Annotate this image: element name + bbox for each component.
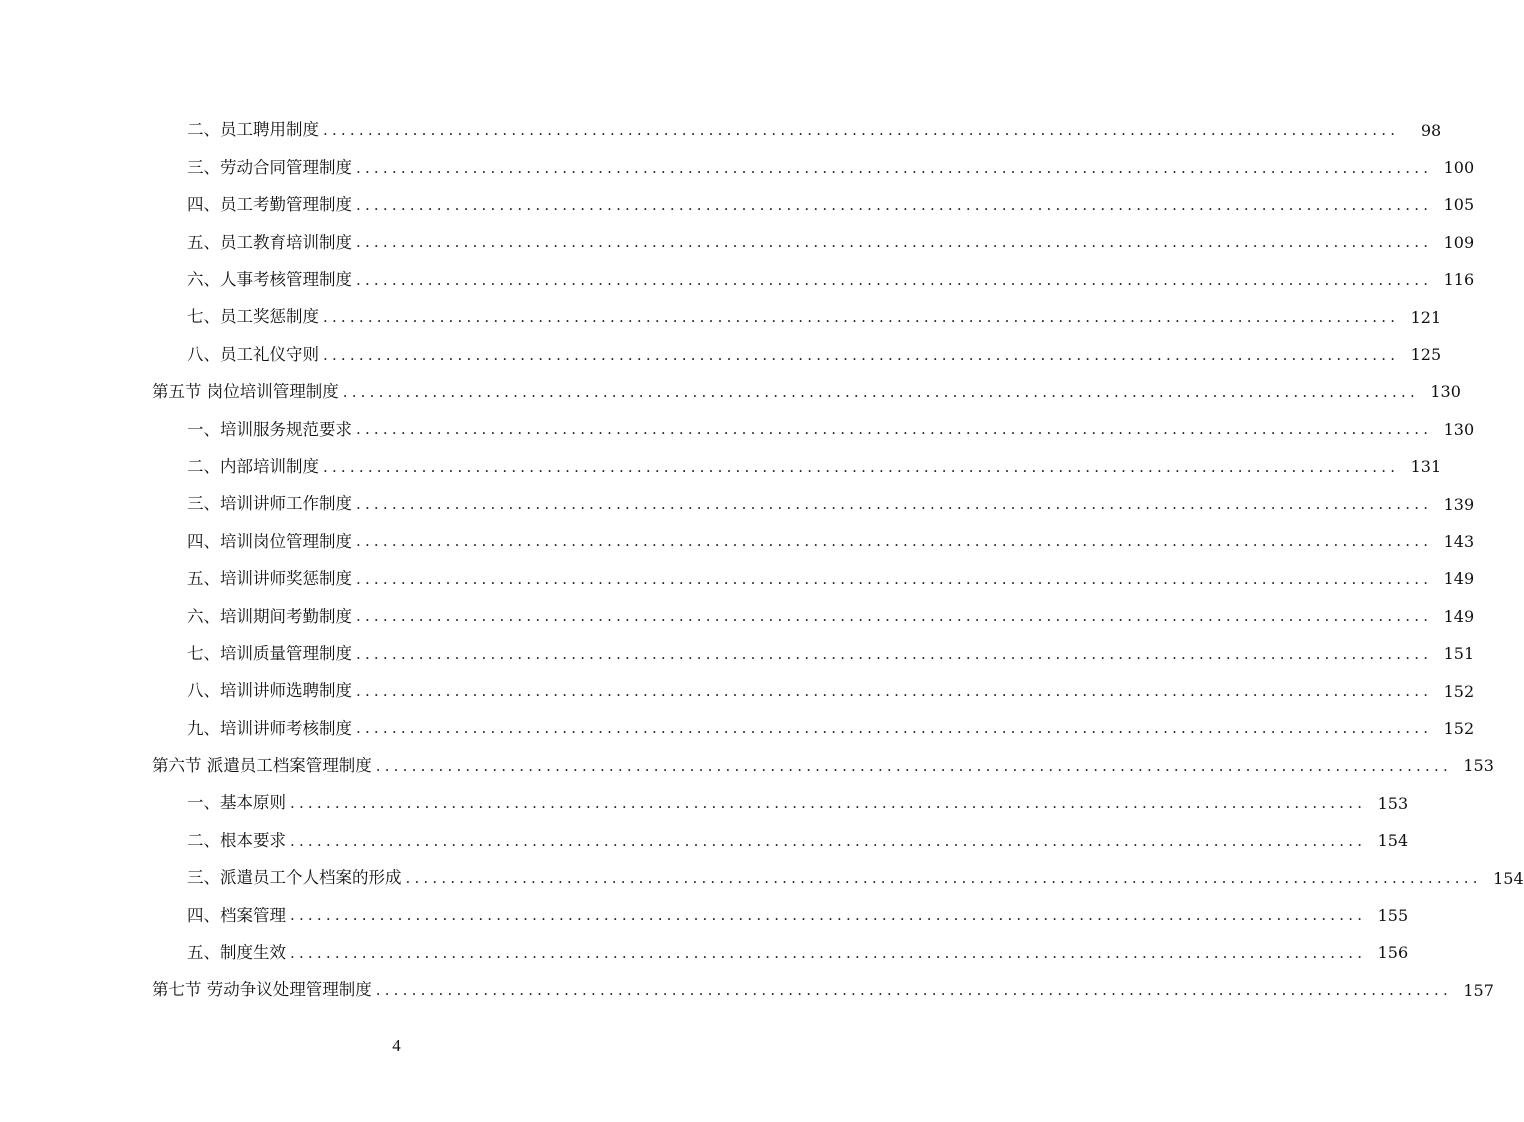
- toc-entry-title: 三、培训讲师工作制度: [187, 494, 352, 514]
- toc-entry-page: 116: [1443, 270, 1475, 290]
- toc-entry[interactable]: [0, 561, 1475, 598]
- toc-dot-leader: ........................................................................................................................: [405, 869, 1482, 887]
- page-number: 4: [392, 1036, 401, 1055]
- toc-entry-title: 二、根本要求: [187, 830, 286, 850]
- toc-entry[interactable]: [0, 710, 1475, 747]
- toc-entry-page: 157: [1463, 980, 1494, 1000]
- toc-entry-page: 109: [1443, 232, 1475, 252]
- toc-entry-page: 153: [1377, 793, 1409, 813]
- toc-entry-title: 第六节 派遣员工档案管理制度: [152, 756, 372, 776]
- toc-entry[interactable]: [0, 635, 1475, 672]
- toc-entry-title: 四、培训岗位管理制度: [187, 531, 352, 551]
- toc-entry-title: 二、内部培训制度: [187, 456, 319, 476]
- toc-entry-title: 一、基本原则: [187, 793, 286, 813]
- toc-entry[interactable]: [0, 598, 1475, 635]
- toc-entry-page: 125: [1410, 345, 1442, 365]
- toc-entry[interactable]: [0, 224, 1475, 261]
- toc-entry-page: 131: [1410, 457, 1442, 477]
- toc-entry[interactable]: [0, 860, 1524, 897]
- toc-entry-page: 151: [1443, 644, 1475, 664]
- toc-entry-title: 七、培训质量管理制度: [187, 643, 352, 663]
- toc-entry-title: 第七节 劳动争议处理管理制度: [152, 980, 372, 1000]
- toc-entry-page: 153: [1463, 756, 1494, 776]
- toc-entry[interactable]: [0, 486, 1475, 523]
- toc-dot-leader: ........................................................................................................................: [356, 158, 1433, 177]
- toc-entry[interactable]: [0, 897, 1409, 934]
- toc-dot-leader: ........................................................................................................................: [356, 195, 1433, 214]
- toc-dot-leader: ........................................................................................................................: [323, 308, 1400, 327]
- toc-entry-page: 130: [1430, 382, 1461, 402]
- toc-entry-title: 第五节 岗位培训管理制度: [152, 382, 339, 402]
- toc-entry[interactable]: [0, 149, 1475, 186]
- toc-dot-leader: ........................................................................................................................: [356, 495, 1433, 514]
- toc-dot-leader: ........................................................................................................................: [290, 943, 1367, 962]
- toc-dot-leader: ........................................................................................................................: [323, 345, 1400, 364]
- toc-entry-page: 152: [1443, 681, 1475, 701]
- toc-entry-title: 八、培训讲师选聘制度: [187, 681, 352, 701]
- toc-entry-title: 七、员工奖惩制度: [187, 307, 319, 327]
- toc-entry[interactable]: [0, 673, 1475, 710]
- toc-entry-title: 五、员工教育培训制度: [187, 232, 352, 252]
- toc-entry[interactable]: [0, 523, 1475, 560]
- toc-dot-leader: ........................................................................................................................: [356, 233, 1433, 252]
- toc-entry-title: 三、劳动合同管理制度: [187, 157, 352, 177]
- toc-section-entry[interactable]: [0, 374, 1461, 411]
- toc-dot-leader: ........................................................................................................................: [356, 569, 1433, 588]
- toc-dot-leader: ........................................................................................................................: [356, 682, 1433, 701]
- toc-dot-leader: ........................................................................................................................: [290, 831, 1367, 850]
- toc-entry[interactable]: [0, 449, 1442, 486]
- toc-entry-title: 四、档案管理: [187, 905, 286, 925]
- toc-entry-page: 149: [1443, 606, 1475, 626]
- toc-dot-leader: ........................................................................................................................: [356, 644, 1433, 663]
- toc-entry-title: 一、培训服务规范要求: [187, 419, 352, 439]
- toc-entry-title: 六、培训期间考勤制度: [187, 606, 352, 626]
- toc-entry-title: 五、制度生效: [187, 943, 286, 963]
- toc-entry[interactable]: [0, 262, 1475, 299]
- toc-entry-page: 98: [1420, 120, 1442, 140]
- toc-entry-title: 五、培训讲师奖惩制度: [187, 569, 352, 589]
- toc-entry-title: 九、培训讲师考核制度: [187, 718, 352, 738]
- toc-entry-title: 八、员工礼仪守则: [187, 344, 319, 364]
- toc-entry-page: 155: [1377, 905, 1409, 925]
- toc-entry-title: 三、派遣员工个人档案的形成: [187, 868, 402, 888]
- toc-entry-page: 130: [1443, 419, 1475, 439]
- toc-dot-leader: ........................................................................................................................: [356, 532, 1433, 551]
- toc-entry[interactable]: [0, 336, 1442, 373]
- toc-dot-leader: ........................................................................................................................: [375, 981, 1452, 1000]
- toc-dot-leader: ........................................................................................................................: [290, 794, 1367, 813]
- toc-dot-leader: ........................................................................................................................: [356, 420, 1433, 439]
- toc-entry[interactable]: [0, 112, 1442, 149]
- toc-section-entry[interactable]: [0, 748, 1494, 785]
- toc-entry-page: 154: [1377, 831, 1409, 851]
- toc-entry[interactable]: [0, 411, 1475, 448]
- toc-entry[interactable]: [0, 187, 1475, 224]
- toc-entry[interactable]: [0, 299, 1442, 336]
- table-of-contents: [0, 112, 1524, 1009]
- toc-dot-leader: ........................................................................................................................: [323, 121, 1400, 140]
- toc-entry-page: 152: [1443, 718, 1475, 738]
- toc-dot-leader: ........................................................................................................................: [342, 382, 1419, 401]
- toc-entry[interactable]: [0, 785, 1409, 822]
- toc-entry-page: 154: [1493, 868, 1524, 888]
- toc-entry-title: 六、人事考核管理制度: [187, 270, 352, 289]
- toc-dot-leader: ........................................................................................................................: [323, 457, 1400, 476]
- toc-dot-leader: ........................................................................................................................: [375, 756, 1452, 775]
- toc-entry[interactable]: [0, 822, 1409, 859]
- toc-dot-leader: ........................................................................................................................: [356, 607, 1433, 626]
- toc-section-entry[interactable]: [0, 972, 1494, 1009]
- toc-dot-leader: ........................................................................................................................: [290, 906, 1367, 925]
- toc-entry-page: 149: [1443, 569, 1475, 589]
- toc-entry-page: 105: [1443, 195, 1475, 215]
- toc-dot-leader: ........................................................................................................................: [356, 719, 1433, 738]
- toc-entry[interactable]: [0, 935, 1409, 972]
- toc-entry-title: 二、员工聘用制度: [187, 120, 319, 140]
- toc-dot-leader: ........................................................................................................................: [356, 270, 1433, 289]
- toc-entry-page: 100: [1443, 158, 1475, 178]
- toc-entry-title: 四、员工考勤管理制度: [187, 195, 352, 215]
- toc-entry-page: 139: [1443, 494, 1475, 514]
- toc-entry-page: 121: [1410, 307, 1442, 327]
- toc-entry-page: 143: [1443, 531, 1475, 551]
- toc-entry-page: 156: [1377, 943, 1409, 963]
